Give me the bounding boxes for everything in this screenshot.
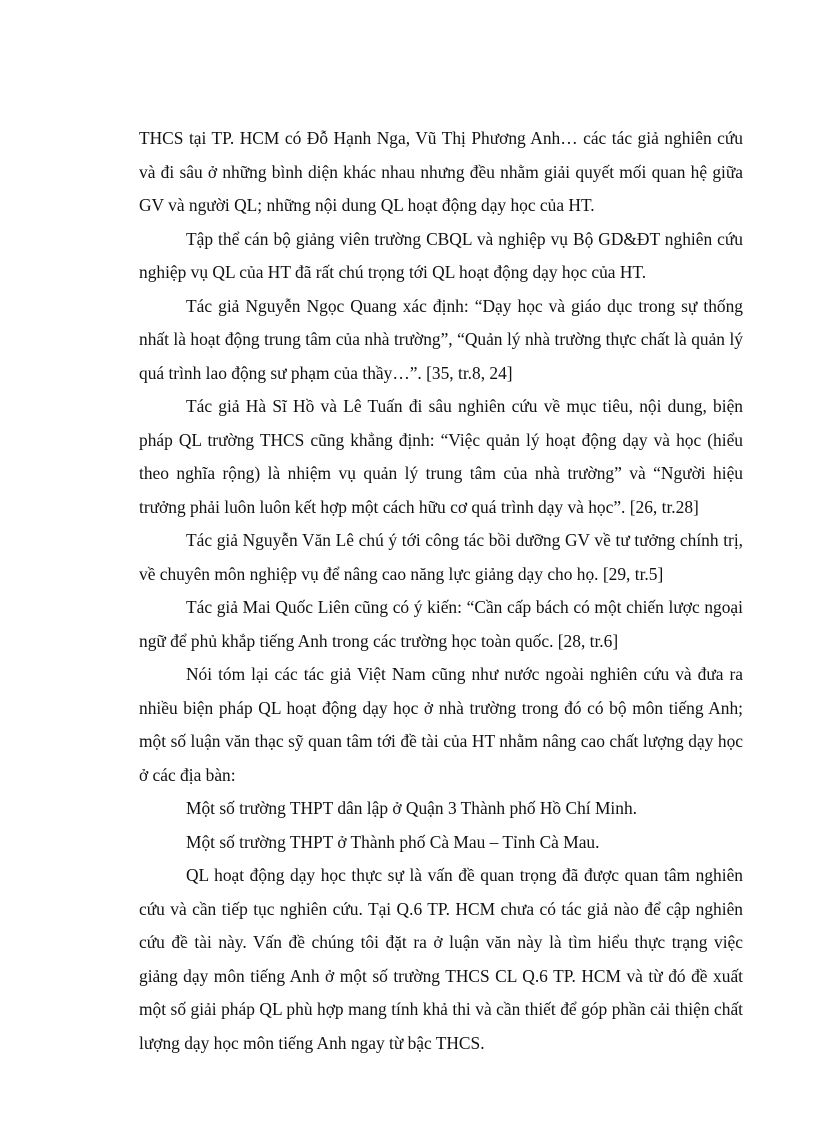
paragraph-5: Tác giả Nguyễn Văn Lê chú ý tới công tác bồi dưỡng GV về tư tưởng chính trị, về chuyên môn nghiệp vụ để nâng cao năng lực giảng dạy cho họ. [29, tr.5] [139, 530, 743, 584]
paragraph-1: THCS tại TP. HCM có Đỗ Hạnh Nga, Vũ Thị Phương Anh… các tác giả nghiên cứu và đi sâu ở những bình diện khác nhau nhưng đều nhằm giải quyết mối quan hệ giữa GV và người QL; những nội dung QL hoạt động dạy học của HT. [139, 128, 743, 215]
paragraph-7: Nói tóm lại các tác giả Việt Nam cũng như nước ngoài nghiên cứu và đưa ra nhiều biện pháp QL hoạt động dạy học ở nhà trường trong đó có bộ môn tiếng Anh; một số luận văn thạc sỹ quan tâm tới đề tài của HT nhằm nâng cao chất lượng dạy học ở các địa bàn: [139, 664, 743, 785]
list-item-ca-mau: Một số trường THPT ở Thành phố Cà Mau – Tỉnh Cà Mau. [186, 831, 600, 852]
paragraph-6: Tác giả Mai Quốc Liên cũng có ý kiến: “Cần cấp bách có một chiến lược ngoại ngữ để phủ khắp tiếng Anh trong các trường học toàn quốc. [28, tr.6] [139, 597, 743, 651]
body-text [139, 122, 743, 1060]
list-item-district-3: Một số trường THPT dân lập ở Quận 3 Thành phố Hồ Chí Minh. [186, 798, 637, 818]
paragraph-10: QL hoạt động dạy học thực sự là vấn đề quan trọng đã được quan tâm nghiên cứu và cần tiếp tục nghiên cứu. Tại Q.6 TP. HCM chưa có tác giả nào để cập nghiên cứu đề tài này. Vấn đề chúng tôi đặt ra ở luận văn này là tìm hiểu thực trạng việc giảng dạy môn tiếng Anh ở một số trường THCS CL Q.6 TP. HCM và từ đó đề xuất một số giải pháp QL phù hợp mang tính khả thi và cần thiết để góp phần cải thiện chất lượng dạy học môn tiếng Anh ngay từ bậc THCS. [139, 865, 743, 1053]
paragraph-4: Tác giả Hà Sĩ Hồ và Lê Tuấn đi sâu nghiên cứu về mục tiêu, nội dung, biện pháp QL trường THCS cũng khẳng định: “Việc quản lý hoạt động dạy và học (hiểu theo nghĩa rộng) là nhiệm vụ quản lý trung tâm của nhà trường” và “Người hiệu trưởng phải luôn luôn kết hợp một cách hữu cơ quá trình dạy và học”. [26, tr.28] [139, 396, 743, 517]
paragraph-2: Tập thể cán bộ giảng viên trường CBQL và nghiệp vụ Bộ GD&ĐT nghiên cứu nghiệp vụ QL của HT đã rất chú trọng tới QL hoạt động dạy học của HT. [139, 228, 743, 282]
paragraph-3: Tác giả Nguyễn Ngọc Quang xác định: “Dạy học và giáo dục trong sự thống nhất là hoạt động trung tâm của nhà trường”, “Quản lý nhà trường thực chất là quản lý quá trình lao động sư phạm của thầy…”. [35, tr.8, 24] [139, 295, 743, 383]
